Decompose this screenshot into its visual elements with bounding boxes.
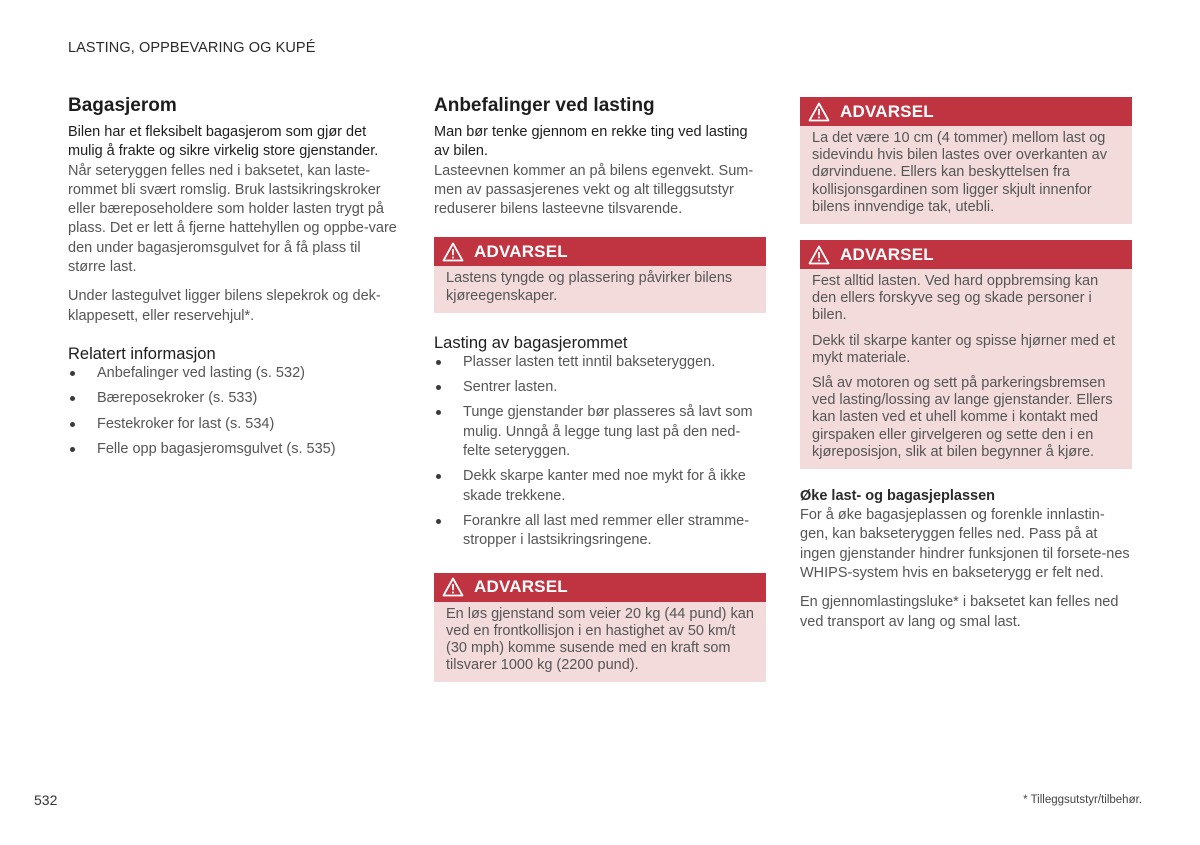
warning-title: ADVARSEL (474, 577, 568, 597)
body-paragraph: Lasteevnen kommer an på bilens egenvekt. Sum-men av passasjerenes vekt og alt tilleggsutstyr reduserer bilens lasteevne tilsvarende. (434, 162, 754, 218)
warning-triangle-icon (808, 102, 830, 122)
warning-text: La det være 10 cm (4 tommer) mellom last og sidevindu hvis bilen lastes over overkanten av dørvinduene. Ellers kan beskyttelsen fra kollisjonsgardinen som ligger skjult innenfor bilens innvendige tak, utebli. (812, 130, 1107, 215)
warning-header (434, 237, 766, 266)
related-link[interactable]: Festekroker for last (s. 534) (68, 415, 400, 434)
warning-header (434, 573, 766, 602)
list-item: Dekk skarpe kanter med noe mykt for å ikke skade trekkene. (434, 467, 766, 506)
body-paragraph: Under lastegulvet ligger bilens slepekrok og dek-klappesett, eller reservehjul*. (68, 288, 381, 324)
related-list (68, 364, 400, 459)
related-heading: Relatert informasjon (68, 344, 216, 363)
bullet-dot-icon (70, 371, 75, 376)
warning-box (434, 237, 766, 312)
bullet-dot-icon (436, 360, 441, 365)
column-anbefalinger (434, 94, 766, 698)
warning-header (800, 97, 1132, 126)
list-item: Tunge gjenstander bør plasseres så lavt som mulig. Unngå å legge tung last på den ned-felte seteryggen. (434, 403, 766, 461)
section-heading: Bagasjerom (68, 95, 177, 116)
list-item: Forankre all last med remmer eller stramme-stropper i lastsikringsringene. (434, 512, 766, 551)
bullet-dot-icon (70, 396, 75, 401)
warning-triangle-icon (808, 245, 830, 265)
list-item: Sentrer lasten. (434, 378, 766, 397)
related-link[interactable]: Bæreposekroker (s. 533) (68, 389, 400, 408)
warning-text: Lastens tyngde og plassering påvirker bilens kjøreegenskaper. (446, 270, 733, 304)
warning-box (800, 97, 1132, 224)
list-item: Plasser lasten tett inntil bakseteryggen. (434, 353, 766, 372)
column-bagasjerom (68, 94, 400, 465)
bullet-dot-icon (436, 410, 441, 415)
lead-paragraph: Bilen har et fleksibelt bagasjerom som gjør det mulig å frakte og sikre virkelig store gjenstander. (68, 124, 379, 160)
warning-title: ADVARSEL (840, 101, 934, 121)
section-heading: Anbefalinger ved lasting (434, 95, 655, 116)
page-header: LASTING, OPPBEVARING OG KUPÉ (68, 40, 316, 56)
sub-heading: Øke last- og bagasjeplassen (800, 488, 996, 505)
warning-text: Fest alltid lasten. Ved hard oppbremsing kan den ellers forskyve seg og skade personer i bilen. (812, 273, 1099, 324)
warning-text: En løs gjenstand som veier 20 kg (44 pund) kan ved en frontkollisjon i en hastighet av 50 km/t (30 mph) komme susende med en kraft som tilsvarer 1000 kg (2200 pund). (446, 605, 754, 674)
related-link[interactable]: Anbefalinger ved lasting (s. 532) (68, 364, 400, 383)
warning-triangle-icon (442, 242, 464, 262)
warning-title: ADVARSEL (474, 241, 568, 261)
warning-box (800, 240, 1132, 469)
loading-list (434, 353, 766, 551)
warning-title: ADVARSEL (840, 244, 934, 264)
warning-text: Dekk til skarpe kanter og spisse hjørner med et mykt materiale. (812, 332, 1116, 366)
bullet-dot-icon (70, 447, 75, 452)
warning-header (800, 240, 1132, 269)
page-number: 532 (34, 792, 58, 808)
column-advarsler (800, 97, 1132, 632)
related-link[interactable]: Felle opp bagasjeromsgulvet (s. 535) (68, 440, 400, 459)
bullet-dot-icon (70, 422, 75, 427)
lead-paragraph: Man bør tenke gjennom en rekke ting ved lasting av bilen. (434, 124, 748, 160)
bullet-dot-icon (436, 385, 441, 390)
footnote: * Tilleggsutstyr/tilbehør. (1023, 794, 1142, 806)
body-paragraph: For å øke bagasjeplassen og forenkle innlastin-gen, kan bakseteryggen felles ned. Pass på at ingen gjenstander hindrer funksjonen til forsete-nes WHIPS-system hvis en bakseterygg er felt ned. (800, 507, 1130, 581)
warning-box (434, 573, 766, 683)
bullet-dot-icon (436, 474, 441, 479)
warning-text: Slå av motoren og sett på parkeringsbremsen ved lasting/lossing av lange gjenstander. Ellers kan lasten ved et uhell komme i kontakt med girspaken eller girvelgeren og sette den i en kjøreposisjon, slik at bilen begynner å kjøre. (812, 375, 1113, 460)
bullet-dot-icon (436, 519, 441, 524)
warning-triangle-icon (442, 577, 464, 597)
body-paragraph: Når seteryggen felles ned i baksetet, kan laste-rommet bli svært romslig. Bruk lastsikringskroker eller bæreposeholdere som holder lasten trygt på plass. Det er lett å fjerne hattehyllen og oppbe-vare den under bagasjeromsgulvet for å få plass til større last. (68, 162, 397, 276)
body-paragraph: En gjennomlastingsluke* i baksetet kan felles ned ved transport av lang og smal last. (800, 594, 1119, 630)
sub-heading: Lasting av bagasjerommet (434, 333, 628, 352)
